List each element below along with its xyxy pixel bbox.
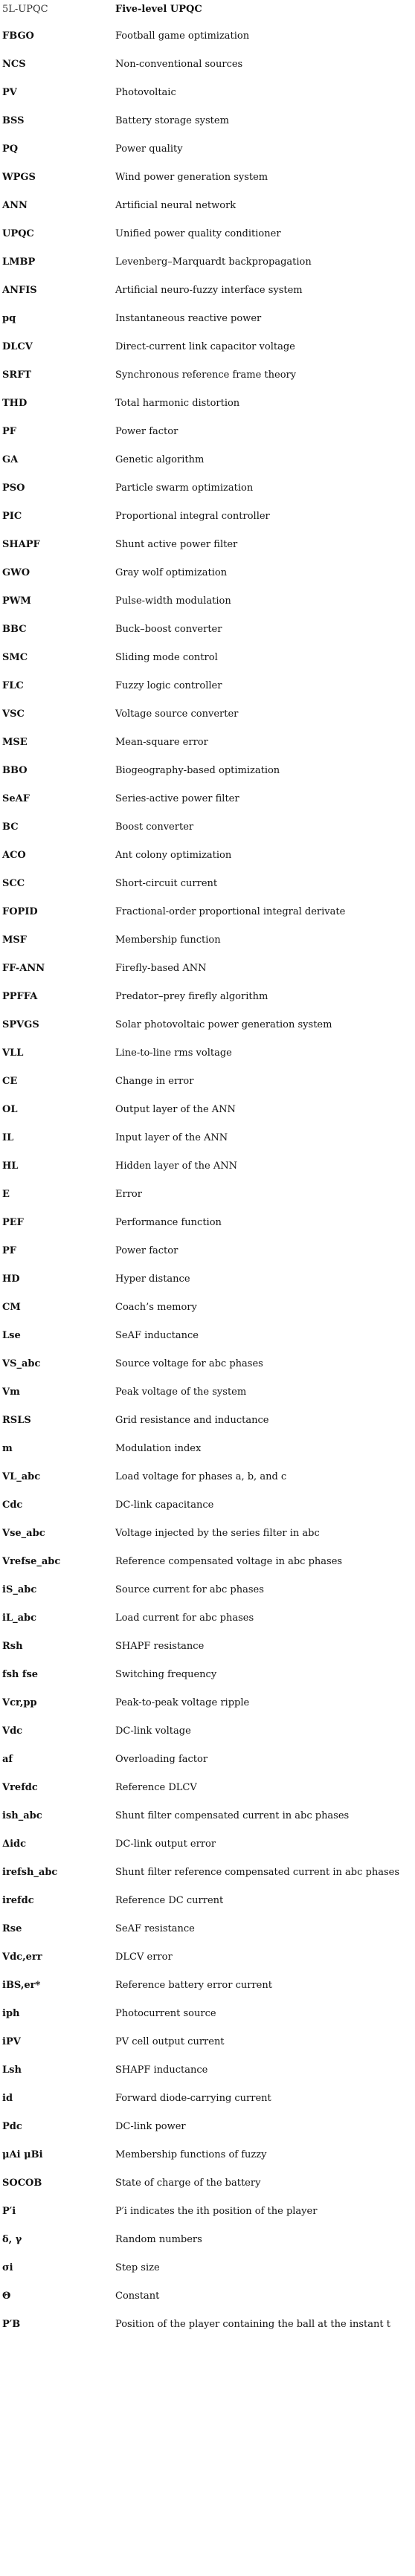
row-description: DC-link voltage [115,1725,191,1737]
table-row [0,1067,415,1095]
row-description: DC-link capacitance [115,1499,214,1511]
row-description: Load voltage for phases a, b, and c [115,1471,287,1482]
table-row [0,50,415,78]
table-row [0,897,415,926]
row-description: Firefly-based ANN [115,962,207,974]
table-row [0,1095,415,1123]
row-description: Input layer of the ANN [115,1132,228,1143]
row-abbreviation: σi [2,2262,13,2273]
row-description: Position of the player containing the ball at the instant t [115,2318,390,2330]
row-abbreviation: Δidc [2,1838,27,1850]
table-row [0,1434,415,1462]
row-abbreviation: E [2,1188,10,1200]
table-row [0,728,415,756]
row-abbreviation: BBO [2,764,28,776]
row-description: Hidden layer of the ANN [115,1160,237,1172]
table-row [0,1858,415,1886]
row-description: Photocurrent source [115,2007,216,2019]
row-abbreviation: af [2,1753,13,1765]
table-row [0,2056,415,2084]
row-description: Output layer of the ANN [115,1103,236,1115]
row-abbreviation: Vm [2,1386,20,1398]
table-row [0,926,415,954]
row-abbreviation: CM [2,1301,21,1313]
row-abbreviation: Lsh [2,2064,22,2076]
row-description: Power factor [115,425,178,437]
row-abbreviation: Vrefse_abc [2,1555,61,1567]
table-row [0,219,415,248]
header-description: Five-level UPQC [115,3,202,15]
table-row [0,1321,415,1349]
table-row [0,813,415,841]
row-description: Instantaneous reactive power [115,312,262,324]
row-abbreviation: OL [2,1103,18,1115]
table-row [0,163,415,191]
row-abbreviation: ACO [2,849,26,861]
row-abbreviation: iBS,er* [2,1979,41,1991]
row-description: Constant [115,2290,160,2302]
row-abbreviation: RSLS [2,1414,31,1426]
table-row [0,1999,415,2027]
row-abbreviation: PWM [2,595,31,607]
table-row [0,248,415,276]
row-abbreviation: P′B [2,2318,21,2330]
row-abbreviation: PF [2,425,17,437]
table-row [0,1886,415,1914]
row-description: Source voltage for abc phases [115,1358,263,1369]
row-abbreviation: FOPID [2,906,38,917]
row-description: SHAPF resistance [115,1640,205,1652]
row-description: Direct-current link capacitor voltage [115,340,295,352]
table-row [0,417,415,445]
row-abbreviation: iL_abc [2,1612,37,1624]
row-abbreviation: Rsh [2,1640,23,1652]
row-abbreviation: fsh fse [2,1668,39,1680]
table-row [0,615,415,643]
table-row [0,1491,415,1519]
row-abbreviation: VSC [2,708,25,720]
table-row [0,2253,415,2282]
row-abbreviation: Lse [2,1329,21,1341]
row-abbreviation: δ, γ [2,2233,22,2245]
row-description: Wind power generation system [115,171,268,183]
row-description: Grid resistance and inductance [115,1414,269,1426]
table-row [0,474,415,502]
row-abbreviation: GA [2,453,19,465]
row-abbreviation: μAi μBi [2,2149,43,2160]
row-description: Gray wolf optimization [115,566,228,578]
row-abbreviation: NCS [2,58,26,70]
row-description: Reference DLCV [115,1781,197,1793]
row-description: Shunt filter reference compensated current in abc phases [115,1866,400,1878]
table-row [0,1943,415,1971]
row-abbreviation: PEF [2,1216,24,1228]
table-row [0,558,415,587]
table-row [0,332,415,361]
row-abbreviation: IL [2,1132,14,1143]
table-row [0,1010,415,1039]
table-row [0,2112,415,2140]
table-body [0,22,415,2338]
row-description: Load current for abc phases [115,1612,254,1624]
row-description: Ant colony optimization [115,849,232,861]
table-row [0,1208,415,1236]
row-abbreviation: Rse [2,1923,22,1934]
row-description: Synchronous reference frame theory [115,369,297,381]
row-abbreviation: pq [2,312,16,324]
row-abbreviation: ANN [2,199,28,211]
table-row [0,756,415,784]
table-row [0,643,415,671]
table-row [0,1180,415,1208]
table-row [0,191,415,219]
row-abbreviation: UPQC [2,227,34,239]
row-description: Membership function [115,934,221,946]
table-row [0,700,415,728]
table-row [0,1349,415,1378]
table-row [0,1745,415,1773]
table-row [0,1123,415,1152]
row-abbreviation: LMBP [2,256,36,268]
table-row [0,1519,415,1547]
row-abbreviation: WPGS [2,171,36,183]
row-abbreviation: VLL [2,1047,24,1059]
table-row [0,1462,415,1491]
row-description: Hyper distance [115,1273,190,1285]
table-row [0,502,415,530]
table-row [0,2169,415,2197]
table-row [0,1406,415,1434]
row-abbreviation: ANFIS [2,284,37,296]
row-abbreviation: Vse_abc [2,1527,45,1539]
row-abbreviation: PQ [2,143,19,155]
table-row [0,1632,415,1660]
row-description: Source current for abc phases [115,1584,264,1595]
table-row [0,1236,415,1265]
table-header-row [0,2,415,16]
row-description: Short-circuit current [115,877,218,889]
row-description: Coach’s memory [115,1301,197,1313]
row-abbreviation: Cdc [2,1499,23,1511]
table-row [0,954,415,982]
row-description: Photovoltaic [115,86,176,98]
row-description: Boost converter [115,821,194,833]
table-row [0,2084,415,2112]
table-row [0,982,415,1010]
table-row [0,1152,415,1180]
row-abbreviation: Pdc [2,2120,22,2132]
row-abbreviation: SHAPF [2,538,40,550]
table-row [0,841,415,869]
row-description: Step size [115,2262,160,2273]
row-description: Error [115,1188,142,1200]
table-row [0,869,415,897]
table-row [0,1801,415,1830]
row-abbreviation: SRFT [2,369,32,381]
row-abbreviation: iph [2,2007,20,2019]
row-description: DC-link output error [115,1838,216,1850]
table-row [0,2282,415,2310]
table-row [0,587,415,615]
row-description: Peak-to-peak voltage ripple [115,1697,250,1708]
table-row [0,445,415,474]
row-description: Mean-square error [115,736,208,748]
table-row [0,1830,415,1858]
table-row [0,2197,415,2225]
row-description: Reference compensated voltage in abc phases [115,1555,343,1567]
row-abbreviation: iPV [2,2036,21,2047]
row-description: Non-conventional sources [115,58,243,70]
table-row [0,2027,415,2056]
row-abbreviation: PF [2,1245,17,1256]
row-abbreviation: GWO [2,566,30,578]
row-description: Performance function [115,1216,222,1228]
row-abbreviation: irefdc [2,1894,34,1906]
row-description: State of charge of the battery [115,2177,261,2189]
row-abbreviation: irefsh_abc [2,1866,58,1878]
row-description: SHAPF inductance [115,2064,208,2076]
table-row [0,1604,415,1632]
row-description: Membership functions of fuzzy [115,2149,267,2160]
row-abbreviation: FLC [2,679,24,691]
row-description: Solar photovoltaic power generation system [115,1019,332,1030]
row-description: Sliding mode control [115,651,218,663]
row-description: Forward diode-carrying current [115,2092,271,2104]
row-description: Peak voltage of the system [115,1386,247,1398]
row-description: Battery storage system [115,114,229,126]
row-description: Reference DC current [115,1894,224,1906]
table-row [0,2310,415,2338]
row-abbreviation: VS_abc [2,1358,41,1369]
table-row [0,304,415,332]
table-row [0,1547,415,1575]
row-description: Buck–boost converter [115,623,222,635]
table-row [0,361,415,389]
row-description: Artificial neural network [115,199,237,211]
row-abbreviation: FBGO [2,30,34,42]
row-description: DLCV error [115,1951,173,1963]
row-description: DC-link power [115,2120,186,2132]
row-abbreviation: id [2,2092,13,2104]
row-abbreviation: MSF [2,934,28,946]
row-abbreviation: iS_abc [2,1584,37,1595]
table-row [0,1378,415,1406]
table-row [0,389,415,417]
row-abbreviation: SPVGS [2,1019,39,1030]
table-row [0,1773,415,1801]
table-row [0,671,415,700]
table-row [0,1293,415,1321]
row-description: Power quality [115,143,183,155]
row-description: Random numbers [115,2233,202,2245]
table-row [0,22,415,50]
row-abbreviation: THD [2,397,28,409]
row-description: Particle swarm optimization [115,482,254,494]
row-description: Shunt active power filter [115,538,238,550]
table-row [0,1971,415,1999]
table-row [0,1717,415,1745]
table-row [0,106,415,135]
table-row [0,78,415,106]
row-abbreviation: Vdc,err [2,1951,42,1963]
row-abbreviation: HL [2,1160,19,1172]
row-description: Levenberg–Marquardt backpropagation [115,256,312,268]
row-description: Overloading factor [115,1753,208,1765]
row-abbreviation: Vrefdc [2,1781,38,1793]
row-abbreviation: HD [2,1273,20,1285]
row-description: Predator–prey firefly algorithm [115,990,268,1002]
row-abbreviation: MSE [2,736,28,748]
row-description: Modulation index [115,1442,202,1454]
row-abbreviation: BC [2,821,19,833]
row-description: Fuzzy logic controller [115,679,222,691]
table-row [0,1688,415,1717]
row-abbreviation: VL_abc [2,1471,41,1482]
row-abbreviation: SeAF [2,793,30,804]
table-row [0,1039,415,1067]
table-row [0,276,415,304]
table-row [0,1265,415,1293]
row-abbreviation: P′i [2,2205,16,2217]
row-abbreviation: SOCOB [2,2177,42,2189]
row-abbreviation: PIC [2,510,22,522]
row-description: SeAF resistance [115,1923,195,1934]
row-abbreviation: SMC [2,651,28,663]
row-abbreviation: DLCV [2,340,33,352]
header-abbreviation: 5L-UPQC [2,3,48,15]
row-description: Football game optimization [115,30,250,42]
row-description: Genetic algorithm [115,453,205,465]
row-description: Pulse-width modulation [115,595,231,607]
row-description: Power factor [115,1245,178,1256]
row-abbreviation: Θ [2,2290,11,2302]
row-description: Artificial neuro-fuzzy interface system [115,284,303,296]
row-abbreviation: PPFFA [2,990,38,1002]
row-abbreviation: PSO [2,482,25,494]
row-abbreviation: SCC [2,877,25,889]
row-description: Shunt filter compensated current in abc phases [115,1810,350,1821]
row-abbreviation: ish_abc [2,1810,42,1821]
row-description: Switching frequency [115,1668,217,1680]
row-description: Series-active power filter [115,793,239,804]
row-abbreviation: BSS [2,114,25,126]
row-abbreviation: m [2,1442,13,1454]
table-row [0,784,415,813]
table-row [0,1914,415,1943]
row-description: Line-to-line rms voltage [115,1047,232,1059]
table-row [0,530,415,558]
table-row [0,2225,415,2253]
row-abbreviation: BBC [2,623,27,635]
row-description: Voltage source converter [115,708,239,720]
table-row [0,1660,415,1688]
row-abbreviation: FF-ANN [2,962,45,974]
row-description: Reference battery error current [115,1979,272,1991]
table-row [0,1575,415,1604]
table-row [0,135,415,163]
row-abbreviation: Vcr,pp [2,1697,37,1708]
row-abbreviation: CE [2,1075,18,1087]
row-description: PV cell output current [115,2036,225,2047]
row-description: Total harmonic distortion [115,397,240,409]
row-abbreviation: PV [2,86,17,98]
row-abbreviation: Vdc [2,1725,23,1737]
row-description: Unified power quality conditioner [115,227,281,239]
row-description: Voltage injected by the series filter in abc [115,1527,320,1539]
row-description: Change in error [115,1075,194,1087]
row-description: Fractional-order proportional integral derivate [115,906,346,917]
table-row [0,2140,415,2169]
row-description: SeAF inductance [115,1329,199,1341]
row-description: Proportional integral controller [115,510,270,522]
row-description: Biogeography-based optimization [115,764,280,776]
row-description: P′i indicates the ith position of the player [115,2205,318,2217]
